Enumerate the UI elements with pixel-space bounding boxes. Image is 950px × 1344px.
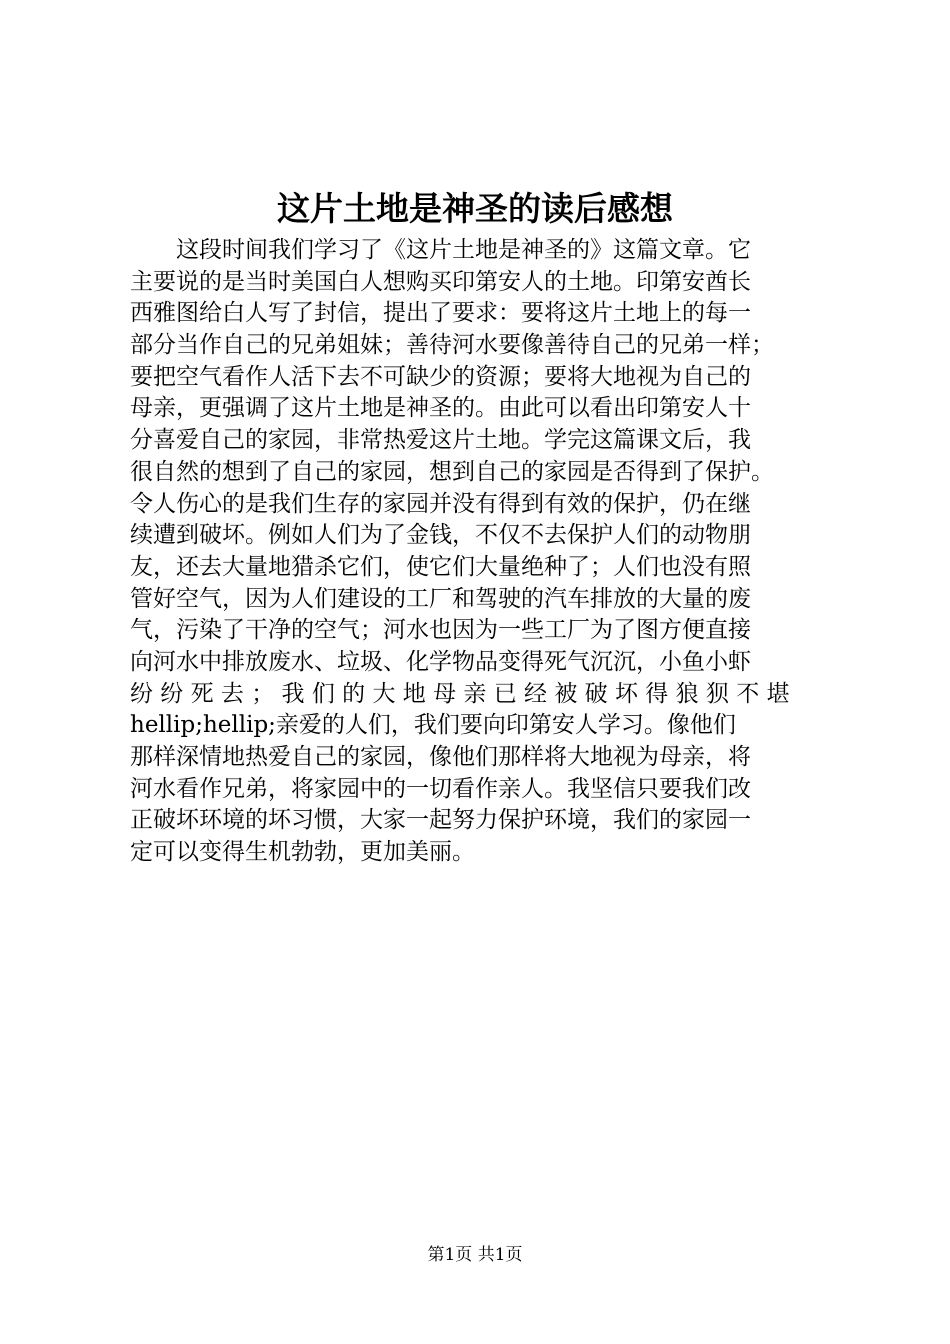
body-line: 气，污染了干净的空气；河水也因为一些工厂为了图方便直接 (130, 617, 751, 644)
body-line: 续遭到破坏。例如人们为了金钱，不仅不去保护人们的动物朋 (130, 522, 751, 549)
body-line: 定可以变得生机勃勃，更加美丽。 (130, 839, 475, 866)
body-line: 分喜爱自己的家园，非常热爱这片土地。学完这篇课文后，我 (130, 427, 751, 454)
body-line: hellip;hellip;亲爱的人们，我们要向印第安人学习。像他们 (130, 712, 736, 739)
body-paragraph (130, 235, 830, 869)
body-line: 管好空气，因为人们建设的工厂和驾驶的汽车排放的大量的废 (130, 585, 751, 612)
body-line: 很自然的想到了自己的家园，想到自己的家园是否得到了保护。 (130, 458, 774, 485)
body-line: 这段时间我们学习了《这片土地是神圣的》这篇文章。它 (130, 237, 751, 263)
body-line: 向河水中排放废水、垃圾、化学物品变得死气沉沉，小鱼小虾 (130, 648, 751, 675)
body-line: 令人伤心的是我们生存的家园并没有得到有效的保护，仍在继 (130, 490, 751, 517)
body-line: 主要说的是当时美国白人想购买印第安人的土地。印第安酋长 (130, 268, 751, 295)
document-title: 这片土地是神圣的读后感想 (277, 189, 673, 228)
body-line: 纷 纷 死 去 ； 我 们 的 大 地 母 亲 已 经 被 破 坏 得 狼 狈 不 堪 (130, 680, 790, 707)
body-line: 河水看作兄弟，将家园中的一切看作亲人。我坚信只要我们改 (130, 775, 751, 802)
body-line: 西雅图给白人写了封信，提出了要求：要将这片土地上的每一 (130, 300, 751, 327)
body-line: 母亲，更强调了这片土地是神圣的。由此可以看出印第安人十 (130, 395, 751, 422)
body-line: 部分当作自己的兄弟姐妹；善待河水要像善待自己的兄弟一样； (130, 332, 774, 359)
body-line: 正破坏环境的坏习惯，大家一起努力保护环境，我们的家园一 (130, 807, 751, 834)
body-line: 那样深情地热爱自己的家园，像他们那样将大地视为母亲，将 (130, 744, 751, 770)
page-footer: 第1页 共1页 (427, 1245, 523, 1265)
body-line: 要把空气看作人活下去不可缺少的资源；要将大地视为自己的 (130, 363, 751, 390)
body-line: 友，还去大量地猎杀它们，使它们大量绝种了；人们也没有照 (130, 553, 751, 580)
